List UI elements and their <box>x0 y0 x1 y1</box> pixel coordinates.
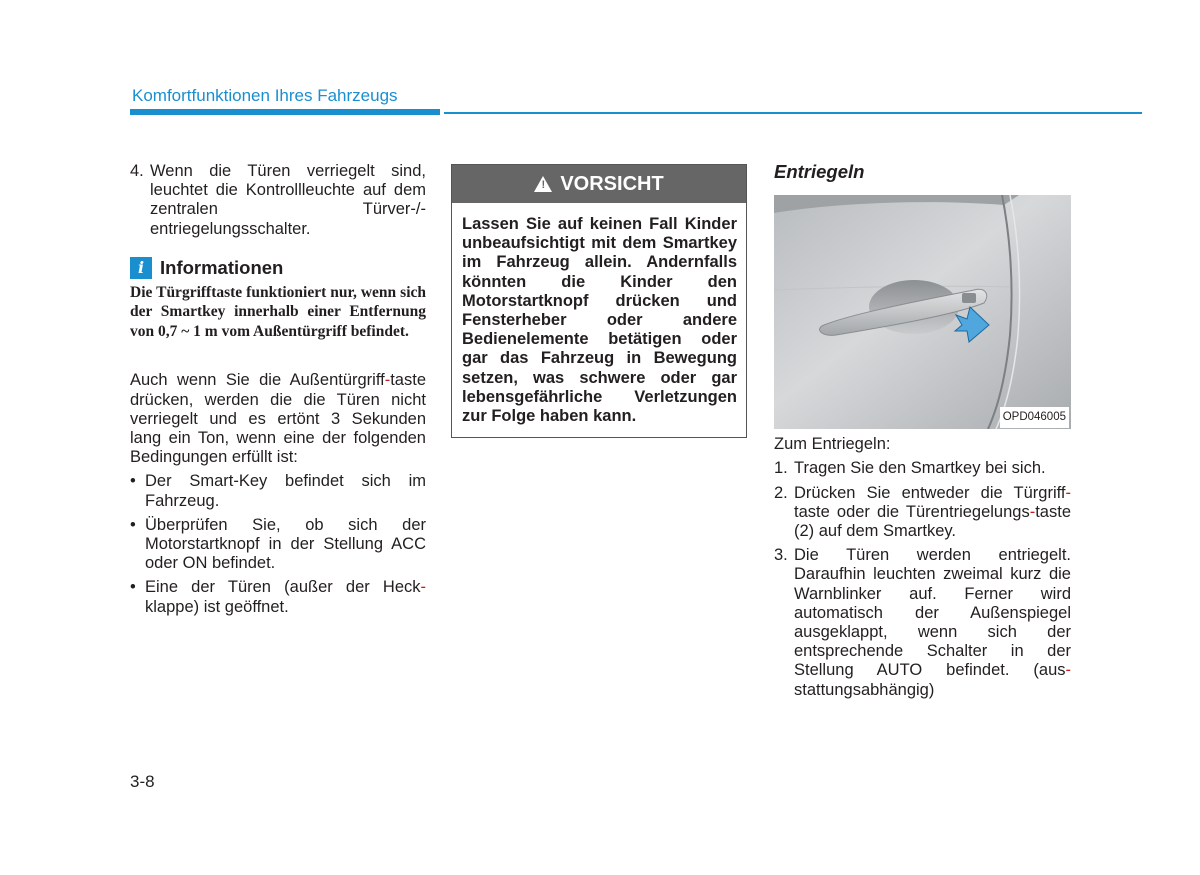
caution-title: VORSICHT <box>560 172 664 195</box>
left-column <box>130 162 426 617</box>
list-text: Wenn die Türen verriegelt sind, leuchtet die Kontrollleuchte auf dem zentralen Türver-/-entriegelungsschalter. <box>150 162 426 238</box>
right-column <box>774 162 1071 700</box>
header-bar-thin <box>444 112 1142 114</box>
caution-text: Lassen Sie auf keinen Fall Kinder unbeaufsichtigt mit dem Smartkey im Fahrzeug allein. Andernfalls könnten die Kinder den Motorstartknopf drücken und Fensterheber oder andere Bedienelemente betätigen oder gar das Fahrzeug in Bewegung setzen, was schwere oder gar lebensgefährliche Verletzungen zur Folge haben kann. <box>462 215 737 426</box>
info-heading <box>130 257 426 279</box>
info-label: Informationen <box>160 257 284 279</box>
caution-box <box>451 164 747 438</box>
body-paragraph: Auch wenn Sie die Außentürgriff-taste drücken, werden die die Türen nicht verriegelt und es ertönt 3 Sekunden lang ein Ton, wenn eine der folgenden Bedingungen erfüllt ist: <box>130 371 426 467</box>
condition-list <box>130 472 426 616</box>
step-item: 3. Die Türen werden entriegelt. Daraufhin leuchten zweimal kurz die Warnblinker auf. Ferner wird automatisch der Außenspiegel ausgeklappt, wenn sich der entsprechende Schalter in der Stellung AUTO befindet. (aus-stattungsabhängig) <box>774 546 1071 699</box>
info-text: Die Türgrifftaste funktioniert nur, wenn sich der Smartkey innerhalb einer Entfernung von 0,7 ~ 1 m vom Außentürgriff befindet. <box>130 283 426 340</box>
caution-header <box>452 165 746 203</box>
header-bar-thick <box>130 109 440 115</box>
step-item: 1. Tragen Sie den Smartkey bei sich. <box>774 459 1046 478</box>
door-handle-illustration <box>774 195 1071 429</box>
steps-list <box>774 459 1071 699</box>
list-number: 4. <box>130 162 144 180</box>
figure-code: OPD046005 <box>1000 407 1069 428</box>
page-number: 3-8 <box>130 772 155 791</box>
info-icon: i <box>130 257 152 279</box>
section-title: Entriegeln <box>774 161 865 182</box>
intro-text: Zum Entriegeln: <box>774 435 891 454</box>
bullet-item: • Der Smart-Key befindet sich im Fahrzeug. <box>130 472 426 510</box>
door-handle-figure <box>774 195 1071 429</box>
step-item: 2. Drücken Sie entweder die Türgriff-taste oder die Türentriegelungs-taste (2) auf dem Smartkey. <box>774 483 1071 541</box>
bullet-item: • Eine der Türen (außer der Heck-klappe) ist geöffnet. <box>130 578 426 616</box>
running-header: Komfortfunktionen Ihres Fahrzeugs <box>132 86 398 105</box>
list-item-4 <box>130 162 426 239</box>
warning-triangle-icon: ! <box>534 176 552 192</box>
bullet-item: • Überprüfen Sie, ob sich der Motorstartknopf in der Stellung ACC oder ON befindet. <box>130 515 426 573</box>
